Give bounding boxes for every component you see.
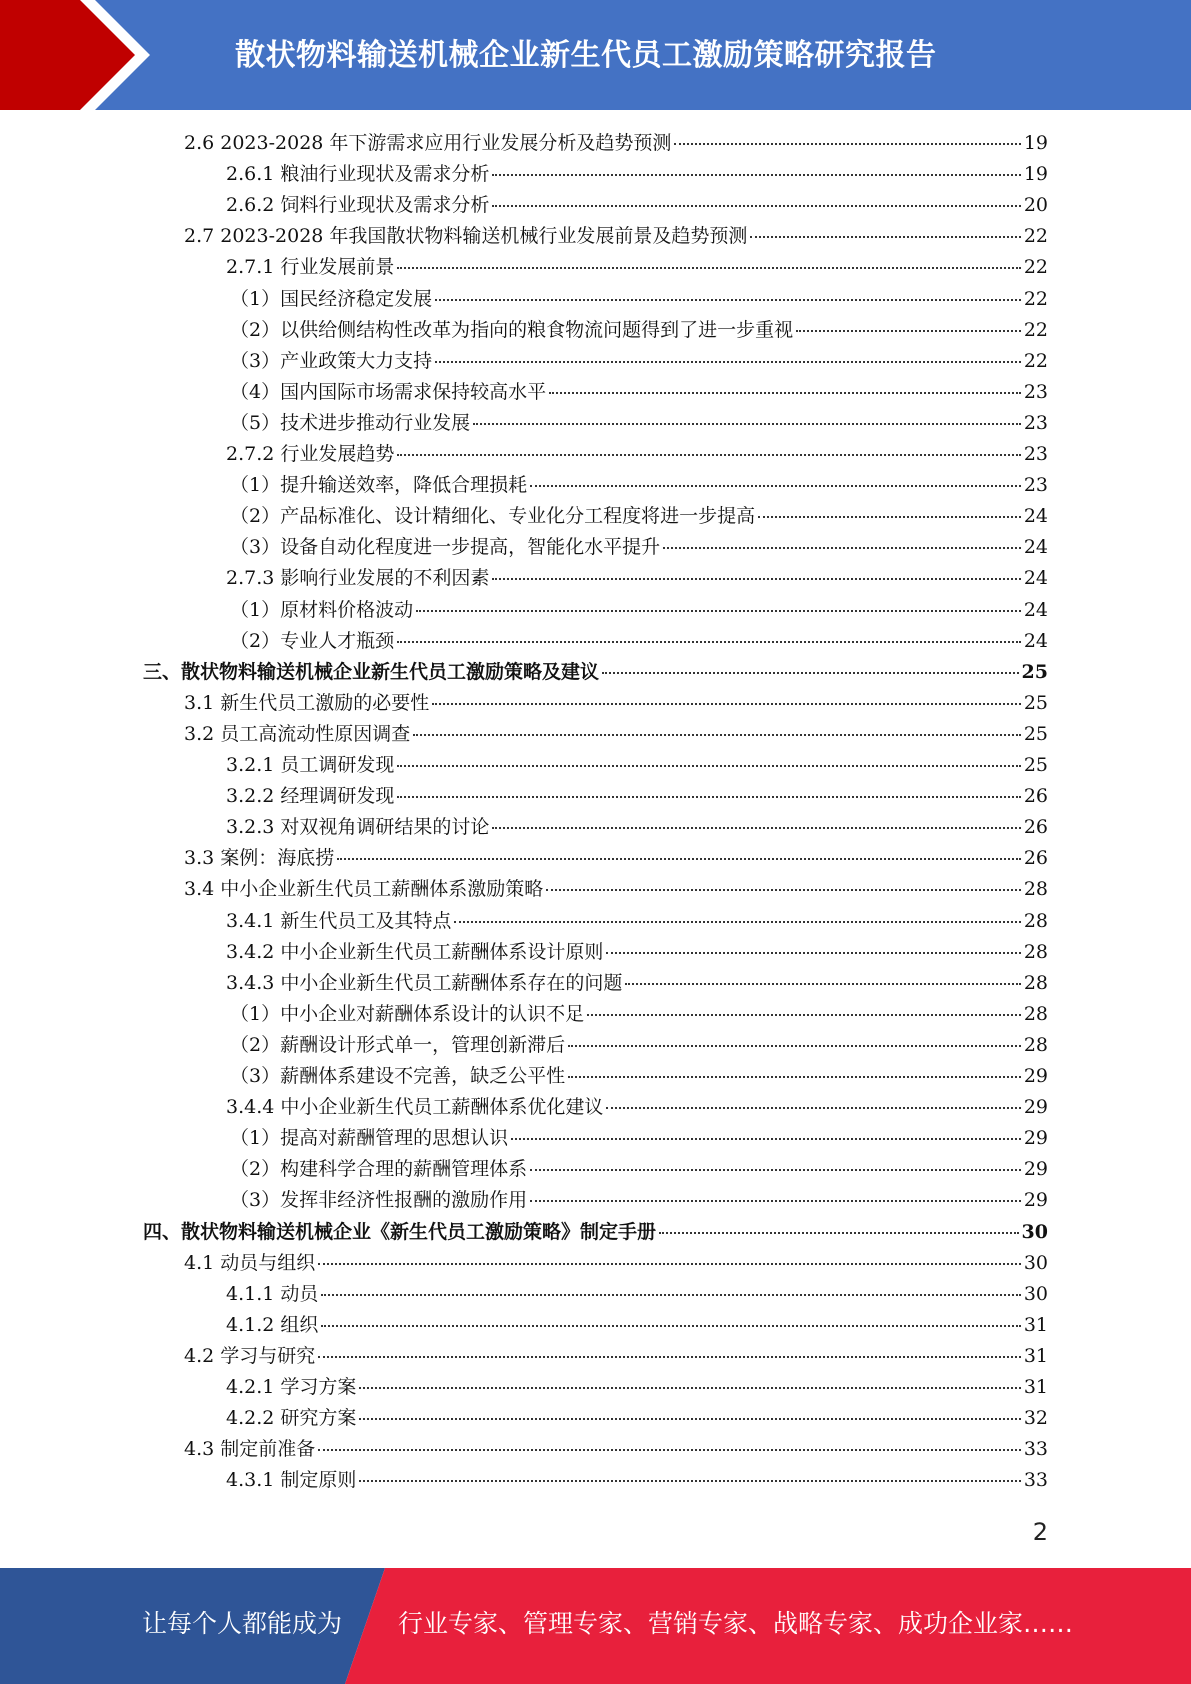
toc-entry-label: （2）以供给侧结构性改革为指向的粮食物流问题得到了进一步重视 [230,318,794,341]
toc-entry-label: 3.4 中小企业新生代员工薪酬体系激励策略 [184,878,544,901]
toc-entry-page: 19 [1023,132,1048,154]
toc-entry-page: 30 [1023,1251,1048,1274]
toc-entry-label: 3.3 案例：海底捞 [184,847,335,870]
toc-entry[interactable] [226,1465,1048,1496]
toc-leader-dots [492,174,1020,176]
toc-entry[interactable] [226,968,1048,999]
toc-entry-label: 3.1 新生代员工激励的必要性 [184,691,430,714]
toc-leader-dots [606,1107,1020,1109]
toc-leader-dots [492,827,1020,829]
toc-leader-dots [359,1480,1020,1482]
toc-leader-dots [659,1232,1019,1234]
toc-entry-label: 2.6.1 粮油行业现状及需求分析 [226,163,490,186]
toc-entry[interactable] [230,284,1048,315]
toc-entry-page: 33 [1023,1438,1048,1461]
toc-entry-page: 28 [1023,971,1048,994]
toc-entry-page: 19 [1023,163,1048,186]
toc-entry-page: 28 [1023,1002,1048,1025]
toc-entry[interactable] [226,781,1048,812]
toc-entry-page: 26 [1023,816,1048,839]
toc-leader-dots [321,1294,1020,1296]
footer-slogan-left: 让每个人都能成为 [142,1609,343,1638]
toc-entry[interactable] [184,1434,1048,1465]
toc-entry-label: （2）薪酬设计形式单一，管理创新滞后 [230,1033,566,1056]
toc-leader-dots [432,703,1021,705]
toc-entry[interactable] [226,906,1048,937]
toc-entry-page: 30 [1023,1282,1048,1305]
toc-entry-label: 4.3 制定前准备 [184,1438,316,1461]
toc-leader-dots [492,205,1020,207]
toc-leader-dots [473,423,1021,425]
toc-entry-page: 28 [1023,878,1048,901]
toc-leader-dots [321,1325,1020,1327]
toc-entry-page: 23 [1023,474,1048,497]
toc-entry-page: 25 [1023,691,1048,714]
toc-entry[interactable] [184,1341,1048,1372]
toc-entry-label: （1）中小企业对薪酬体系设计的认识不足 [230,1002,585,1025]
toc-entry-label: （1）国民经济稳定发展 [230,287,433,310]
toc-entry[interactable] [226,1310,1048,1341]
toc-entry[interactable] [226,937,1048,968]
toc-entry-page: 26 [1023,785,1048,808]
toc-entry[interactable] [230,626,1048,657]
toc-entry-label: 三、散状物料输送机械企业新生代员工激励策略及建议 [143,660,600,683]
toc-entry-label: 2.6.2 饲料行业现状及需求分析 [226,194,490,217]
toc-leader-dots [530,1200,1021,1202]
toc-entry-page: 22 [1023,287,1048,310]
toc-leader-dots [337,858,1021,860]
report-title: 散状物料输送机械企业新生代员工激励策略研究报告 [235,38,937,73]
toc-entry-label: （4）国内国际市场需求保持较高水平 [230,380,547,403]
toc-entry-page: 24 [1023,598,1048,621]
toc-leader-dots [397,765,1020,767]
toc-entry[interactable] [184,221,1048,252]
toc-entry-label: （2）构建科学合理的薪酬管理体系 [230,1158,528,1181]
page-number: 2 [1032,1518,1048,1546]
toc-entry[interactable] [226,1279,1048,1310]
toc-leader-dots [416,610,1021,612]
toc-leader-dots [758,516,1021,518]
toc-leader-dots [318,1449,1021,1451]
toc-leader-dots [435,299,1021,301]
toc-entry-page: 24 [1023,505,1048,528]
toc-entry-page: 24 [1023,567,1048,590]
toc-entry[interactable] [184,719,1048,750]
toc-entry-label: 4.1.1 动员 [226,1282,319,1305]
toc-entry-label: 4.1 动员与组织 [184,1251,316,1274]
toc-entry[interactable] [184,128,1048,159]
toc-leader-dots [318,1356,1021,1358]
toc-leader-dots [397,267,1020,269]
toc-entry[interactable] [230,1030,1048,1061]
toc-leader-dots [318,1263,1021,1265]
toc-entry[interactable] [230,999,1048,1030]
toc-leader-dots [530,485,1021,487]
toc-leader-dots [674,143,1020,145]
toc-leader-dots [625,983,1020,985]
toc-entry-page: 25 [1021,660,1048,683]
toc-entry[interactable] [143,1217,1048,1248]
toc-leader-dots [511,1138,1021,1140]
toc-entry[interactable] [226,750,1048,781]
toc-entry-label: 2.6 2023-2028 年下游需求应用行业发展分析及趋势预测 [184,132,672,154]
toc-entry-page: 22 [1023,225,1048,248]
toc-leader-dots [750,236,1020,238]
toc-entry-page: 30 [1021,1220,1048,1243]
toc-entry-page: 31 [1023,1313,1048,1336]
toc-leader-dots [397,454,1020,456]
toc-entry-label: 3.2.2 经理调研发现 [226,785,395,808]
footer-slogan-right: 行业专家、管理专家、营销专家、战略专家、成功企业家…… [398,1609,1074,1638]
toc-entry-page: 25 [1023,722,1048,745]
toc-leader-dots [568,1045,1021,1047]
toc-entry[interactable] [143,657,1048,688]
toc-entry-page: 24 [1023,629,1048,652]
toc-entry[interactable] [230,1123,1048,1154]
toc-entry-page: 20 [1023,194,1048,217]
toc-leader-dots [546,889,1021,891]
toc-leader-dots [435,361,1021,363]
toc-entry-page: 23 [1023,443,1048,465]
toc-entry-label: 四、散状物料输送机械企业《新生代员工激励策略》制定手册 [143,1220,657,1243]
toc-entry-page: 31 [1023,1344,1048,1367]
toc-entry[interactable] [184,688,1048,719]
toc-entry-label: （1）原材料价格波动 [230,598,414,621]
toc-entry-label: （3）产业政策大力支持 [230,349,433,372]
toc-entry-page: 29 [1023,1096,1048,1119]
toc-entry-label: （1）提高对薪酬管理的思想认识 [230,1127,509,1150]
toc-entry[interactable] [226,439,1048,470]
toc-leader-dots [549,392,1021,394]
toc-entry-page: 28 [1023,909,1048,932]
toc-entry-label: 4.2.1 学习方案 [226,1376,357,1398]
page-footer [0,1568,1191,1684]
toc-entry[interactable] [184,1248,1048,1279]
toc-entry[interactable] [226,252,1048,283]
toc-entry-page: 29 [1023,1189,1048,1212]
toc-leader-dots [602,672,1019,674]
toc-entry-page: 33 [1023,1469,1048,1492]
toc-entry-label: 3.2.1 员工调研发现 [226,754,395,776]
toc-entry-label: 2.7.2 行业发展趋势 [226,443,395,465]
toc-entry[interactable] [230,1061,1048,1092]
toc-leader-dots [663,547,1021,549]
toc-leader-dots [413,734,1021,736]
toc-entry-label: 3.4.2 中小企业新生代员工薪酬体系设计原则 [226,940,604,963]
toc-entry-label: 4.2 学习与研究 [184,1344,316,1367]
toc-entry-label: （1）提升输送效率，降低合理损耗 [230,474,528,497]
toc-entry-label: （2）产品标准化、设计精细化、专业化分工程度将进一步提高 [230,505,756,528]
toc-entry[interactable] [230,408,1048,439]
toc-entry[interactable] [230,346,1048,377]
toc-entry-page: 26 [1023,847,1048,870]
toc-entry-page: 28 [1023,940,1048,963]
toc-entry-page: 25 [1023,754,1048,776]
toc-entry-page: 28 [1023,1033,1048,1056]
toc-entry-label: （3）发挥非经济性报酬的激励作用 [230,1189,528,1212]
toc-leader-dots [796,330,1021,332]
toc-entry-page: 29 [1023,1127,1048,1150]
toc-entry-page: 29 [1023,1065,1048,1087]
toc-entry[interactable] [230,501,1048,532]
toc-leader-dots [359,1418,1020,1420]
toc-entry-label: （2）专业人才瓶颈 [230,629,395,652]
toc-entry[interactable] [230,595,1048,626]
toc-entry-page: 31 [1023,1376,1048,1398]
toc-leader-dots [454,921,1020,923]
toc-entry[interactable] [230,532,1048,563]
toc-entry-label: 2.7 2023-2028 年我国散状物料输送机械行业发展前景及趋势预测 [184,225,748,248]
toc-entry-label: 3.4.4 中小企业新生代员工薪酬体系优化建议 [226,1096,604,1119]
toc-entry[interactable] [226,1372,1048,1403]
toc-entry-page: 29 [1023,1158,1048,1181]
toc-entry[interactable] [184,843,1048,874]
toc-leader-dots [492,578,1020,580]
toc-entry-label: 2.7.3 影响行业发展的不利因素 [226,567,490,590]
toc-entry[interactable] [230,377,1048,408]
toc-entry-page: 24 [1023,536,1048,559]
toc-entry-page: 32 [1023,1407,1048,1430]
toc-entry[interactable] [226,190,1048,221]
toc-entry-label: 4.3.1 制定原则 [226,1469,357,1492]
toc-entry-label: 3.2.3 对双视角调研结果的讨论 [226,816,490,839]
toc-leader-dots [397,641,1021,643]
toc-leader-dots [530,1169,1021,1171]
toc-entry[interactable] [230,315,1048,346]
toc-entry[interactable] [226,1092,1048,1123]
toc-entry-label: 3.4.1 新生代员工及其特点 [226,909,452,932]
toc-entry-label: （3）设备自动化程度进一步提高，智能化水平提升 [230,536,661,559]
toc-leader-dots [587,1014,1021,1016]
header-arrow-icon [0,0,170,110]
toc-entry[interactable] [226,159,1048,190]
toc-entry-page: 22 [1023,256,1048,279]
toc-entry[interactable] [226,812,1048,843]
toc-entry-page: 22 [1023,349,1048,372]
toc-entry[interactable] [184,874,1048,905]
toc-entry-label: （5）技术进步推动行业发展 [230,411,471,434]
toc-leader-dots [397,796,1020,798]
toc-entry[interactable] [230,470,1048,501]
toc-entry-page: 23 [1023,411,1048,434]
toc-entry-label: 2.7.1 行业发展前景 [226,256,395,279]
toc-entry-label: 3.2 员工高流动性原因调查 [184,722,411,745]
toc-entry-label: 4.2.2 研究方案 [226,1407,357,1430]
toc-entry[interactable] [230,1185,1048,1216]
toc-entry-label: 3.4.3 中小企业新生代员工薪酬体系存在的问题 [226,971,623,994]
toc-entry-page: 22 [1023,318,1048,341]
page-header [0,0,1191,110]
toc-entry[interactable] [226,1403,1048,1434]
toc-entry-label: 4.1.2 组织 [226,1313,319,1336]
toc-leader-dots [359,1387,1020,1389]
toc-entry[interactable] [226,563,1048,594]
toc-entry-page: 23 [1023,380,1048,403]
toc-entry[interactable] [230,1154,1048,1185]
toc-leader-dots [606,952,1020,954]
toc-leader-dots [568,1076,1021,1078]
toc-entry-label: （3）薪酬体系建设不完善，缺乏公平性 [230,1065,566,1087]
